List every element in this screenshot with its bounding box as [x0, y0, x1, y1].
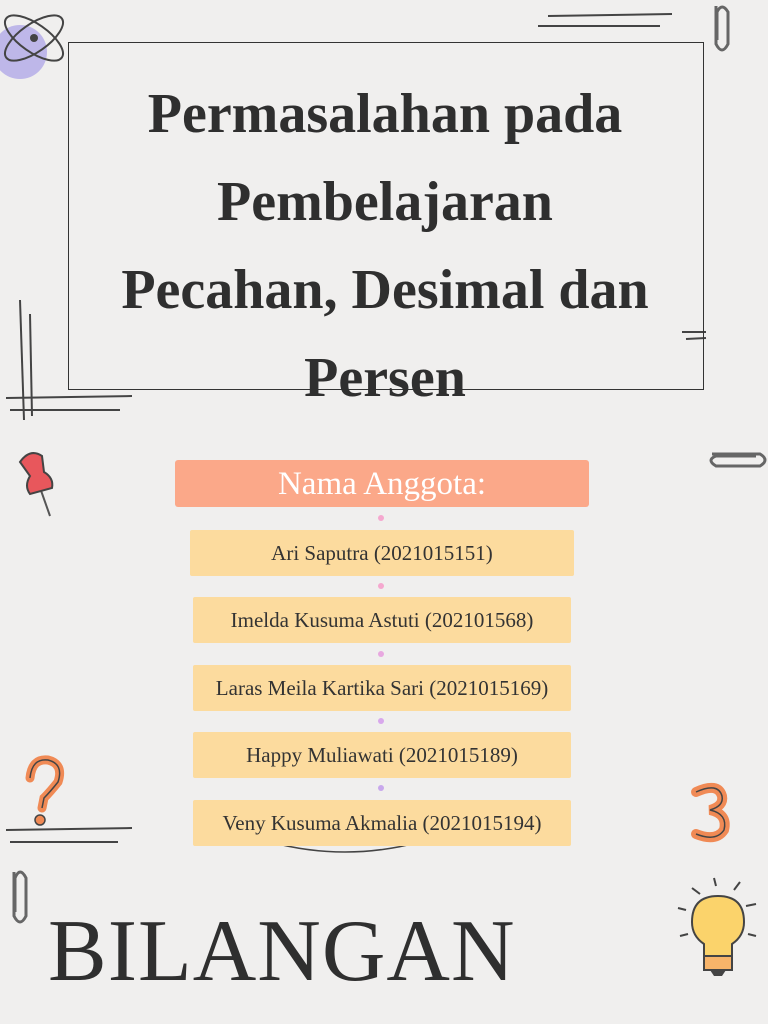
title-line-2: Pembelajaran	[217, 171, 553, 233]
members-heading: Nama Anggota:	[175, 460, 589, 507]
paperclip-icon-bottom	[14, 872, 26, 922]
light-bulb-icon	[678, 878, 756, 976]
question-mark-icon	[30, 760, 60, 825]
member-item-3: Laras Meila Kartika Sari (2021015169)	[193, 665, 571, 711]
sketch-lines-top	[538, 14, 672, 26]
member-item-4: Happy Muliawati (2021015189)	[193, 732, 571, 778]
paperclip-icon	[716, 6, 728, 50]
paperclip-icon-horizontal	[711, 454, 765, 466]
title-line-3: Pecahan, Desimal dan	[121, 259, 649, 321]
connector-dot	[378, 718, 384, 724]
topic-word: BILANGAN	[48, 903, 516, 1000]
sketch-lines-bottom-left	[6, 828, 132, 842]
member-item-1: Ari Saputra (2021015151)	[190, 530, 574, 576]
atom-icon	[0, 7, 70, 79]
number-three-icon	[696, 788, 725, 837]
push-pin-icon	[20, 453, 52, 516]
title-line-1: Permasalahan pada	[147, 83, 623, 145]
connector-dot	[378, 651, 384, 657]
title-line-4: Persen	[304, 347, 466, 409]
page-title	[70, 70, 700, 422]
connector-dot	[378, 583, 384, 589]
connector-dot	[378, 515, 384, 521]
member-item-5: Veny Kusuma Akmalia (2021015194)	[193, 800, 571, 846]
member-item-2: Imelda Kusuma Astuti (202101568)	[193, 597, 571, 643]
connector-dot	[378, 785, 384, 791]
